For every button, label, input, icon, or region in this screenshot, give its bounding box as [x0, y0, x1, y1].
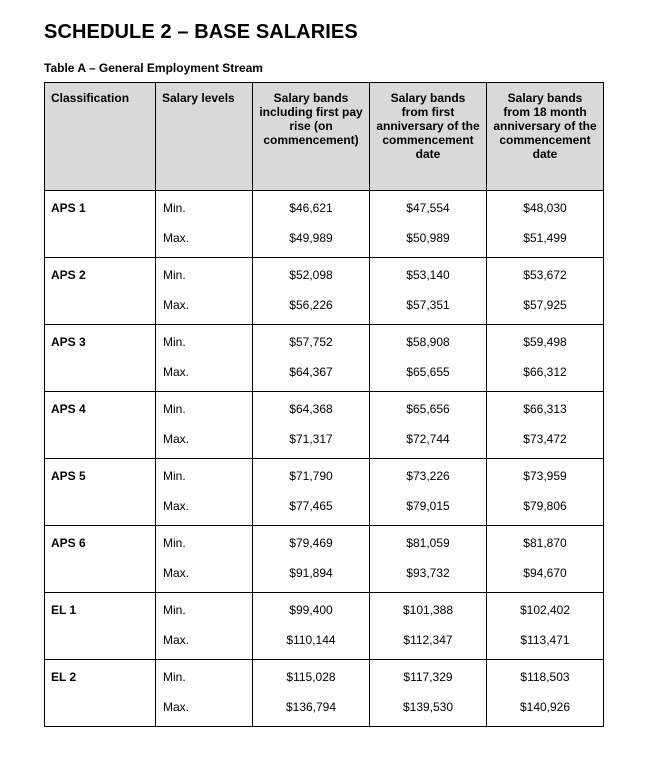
salary-max-cell: $57,925 — [487, 288, 604, 325]
table-body — [45, 191, 604, 727]
header-classification: Classification — [45, 83, 156, 191]
salary-min-cell: $117,329 — [370, 660, 487, 690]
salary-level-max: Max. — [156, 422, 253, 459]
salary-max-cell: $65,655 — [370, 355, 487, 392]
page-title: SCHEDULE 2 – BASE SALARIES — [44, 21, 358, 43]
salary-level-min: Min. — [156, 660, 253, 690]
classification-cell: EL 1 — [45, 593, 156, 660]
table-row — [45, 325, 604, 355]
salary-level-max: Max. — [156, 556, 253, 593]
salary-min-cell: $73,959 — [487, 459, 604, 489]
salary-level-max: Max. — [156, 489, 253, 526]
salary-max-cell: $51,499 — [487, 221, 604, 258]
header-salary-levels: Salary levels — [156, 83, 253, 191]
salary-max-cell: $49,989 — [253, 221, 370, 258]
classification-cell: APS 1 — [45, 191, 156, 258]
salary-max-cell: $112,347 — [370, 623, 487, 660]
salary-min-cell: $59,498 — [487, 325, 604, 355]
salary-level-max: Max. — [156, 288, 253, 325]
salary-min-cell: $81,870 — [487, 526, 604, 556]
salary-max-cell: $140,926 — [487, 690, 604, 727]
salary-max-cell: $72,744 — [370, 422, 487, 459]
salary-level-min: Min. — [156, 191, 253, 221]
salary-max-cell: $56,226 — [253, 288, 370, 325]
header-band-first-anniversary: Salary bands from first anniversary of the commencement date — [370, 83, 487, 191]
salary-min-cell: $73,226 — [370, 459, 487, 489]
salary-min-cell: $58,908 — [370, 325, 487, 355]
salary-max-cell: $73,472 — [487, 422, 604, 459]
salary-min-cell: $115,028 — [253, 660, 370, 690]
salary-table — [44, 82, 604, 727]
table-row — [45, 593, 604, 623]
salary-level-max: Max. — [156, 623, 253, 660]
salary-min-cell: $71,790 — [253, 459, 370, 489]
salary-min-cell: $81,059 — [370, 526, 487, 556]
salary-max-cell: $66,312 — [487, 355, 604, 392]
table-row — [45, 459, 604, 489]
salary-max-cell: $79,806 — [487, 489, 604, 526]
table-row — [45, 660, 604, 690]
table-caption: Table A – General Employment Stream — [44, 61, 263, 75]
salary-min-cell: $47,554 — [370, 191, 487, 221]
salary-max-cell: $79,015 — [370, 489, 487, 526]
salary-max-cell: $91,894 — [253, 556, 370, 593]
classification-cell: APS 3 — [45, 325, 156, 392]
header-band-commencement: Salary bands including first pay rise (on commencement) — [253, 83, 370, 191]
salary-min-cell: $57,752 — [253, 325, 370, 355]
salary-min-cell: $118,503 — [487, 660, 604, 690]
salary-min-cell: $48,030 — [487, 191, 604, 221]
salary-max-cell: $50,989 — [370, 221, 487, 258]
salary-level-min: Min. — [156, 593, 253, 623]
table-row — [45, 392, 604, 422]
classification-cell: APS 4 — [45, 392, 156, 459]
salary-max-cell: $57,351 — [370, 288, 487, 325]
salary-level-max: Max. — [156, 690, 253, 727]
table-header-row — [45, 83, 604, 191]
salary-min-cell: $99,400 — [253, 593, 370, 623]
salary-level-min: Min. — [156, 392, 253, 422]
salary-level-min: Min. — [156, 325, 253, 355]
table-row — [45, 191, 604, 221]
salary-min-cell: $64,368 — [253, 392, 370, 422]
salary-level-min: Min. — [156, 459, 253, 489]
classification-cell: APS 6 — [45, 526, 156, 593]
salary-max-cell: $136,794 — [253, 690, 370, 727]
salary-min-cell: $46,621 — [253, 191, 370, 221]
salary-max-cell: $77,465 — [253, 489, 370, 526]
salary-min-cell: $66,313 — [487, 392, 604, 422]
classification-cell: APS 5 — [45, 459, 156, 526]
salary-min-cell: $53,140 — [370, 258, 487, 288]
table-row — [45, 526, 604, 556]
classification-cell: APS 2 — [45, 258, 156, 325]
salary-min-cell: $53,672 — [487, 258, 604, 288]
salary-min-cell: $79,469 — [253, 526, 370, 556]
salary-max-cell: $94,670 — [487, 556, 604, 593]
salary-level-max: Max. — [156, 221, 253, 258]
salary-max-cell: $139,530 — [370, 690, 487, 727]
salary-min-cell: $65,656 — [370, 392, 487, 422]
salary-min-cell: $52,098 — [253, 258, 370, 288]
salary-max-cell: $113,471 — [487, 623, 604, 660]
salary-max-cell: $110,144 — [253, 623, 370, 660]
salary-level-min: Min. — [156, 258, 253, 288]
table-row — [45, 258, 604, 288]
classification-cell: EL 2 — [45, 660, 156, 727]
salary-level-max: Max. — [156, 355, 253, 392]
salary-level-min: Min. — [156, 526, 253, 556]
salary-max-cell: $71,317 — [253, 422, 370, 459]
header-band-18-month: Salary bands from 18 month anniversary of the commencement date — [487, 83, 604, 191]
salary-min-cell: $102,402 — [487, 593, 604, 623]
salary-max-cell: $93,732 — [370, 556, 487, 593]
salary-min-cell: $101,388 — [370, 593, 487, 623]
salary-max-cell: $64,367 — [253, 355, 370, 392]
